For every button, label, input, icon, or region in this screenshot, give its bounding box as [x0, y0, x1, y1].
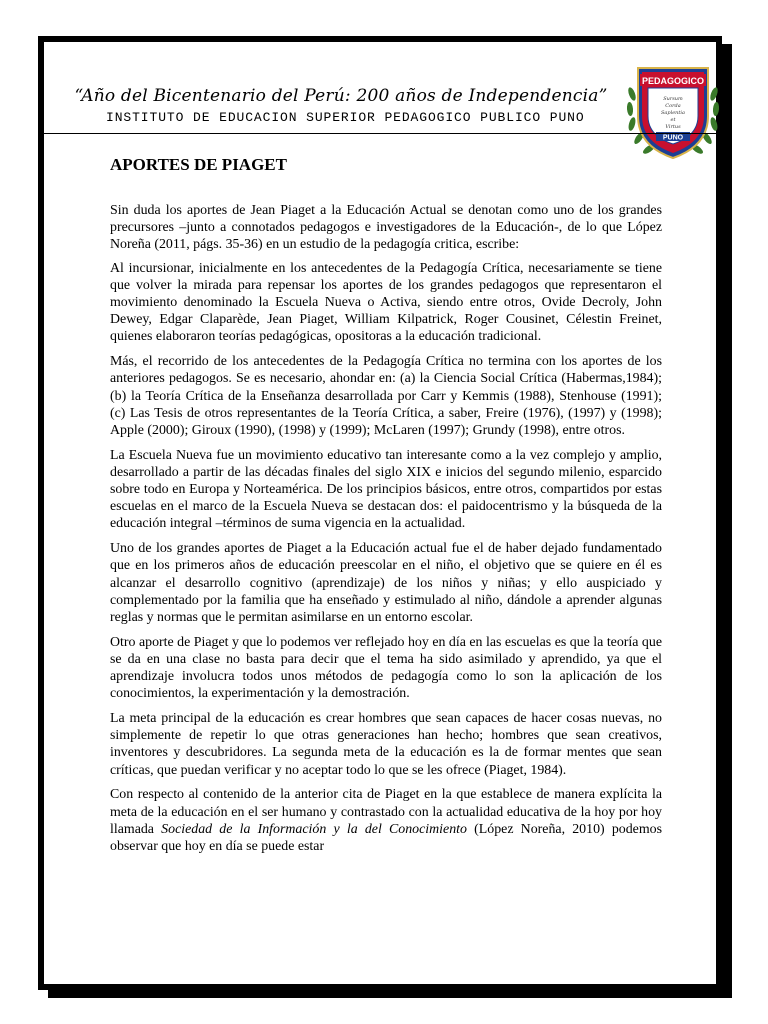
svg-text:et: et [670, 117, 676, 123]
institute-crest-logo [622, 54, 724, 166]
paragraph-last [110, 786, 662, 855]
paragraph: Al incursionar, inicialmente en los antecedentes de la Pedagogía Crítica, necesariamente se tiene que volver la mirada para repensar los aportes de los grandes pedagogos que representaron el movimiento denominado la Escuela Nueva o Activa, siendo entre otros, Ovide Decroly, John Dewey, Edgar Claparède, Jean Piaget, William Kilpatrick, Roger Cousinet, Célestin Freinet, quienes elaboraron teorías pedagógicas, opositoras a la educación tradicional. [110, 260, 662, 345]
paragraph: Más, el recorrido de los antecedentes de la Pedagogía Crítica no termina con los aportes de los anteriores pedagogos. Se es necesario, ahondar en: (a) la Ciencia Social Crítica (Habermas,1984); (b) la Teoría Crítica de la Enseñanza desarrollada por Carr y Kemmis (1988), Stenhouse (1991); (c) Las Tesis de otros representantes de la Teoría Crítica, a saber, Freire (1976), (1997) y (1998); Apple (2000); Giroux (1990), (1998) y (1999); McLaren (1997); Grundy (1998), entre otros. [110, 354, 662, 438]
svg-text:PUNO: PUNO [662, 134, 684, 142]
paragraph: La meta principal de la educación es crear hombres que sean capaces de hacer cosas nuevas, no simplemente de repetir lo que otras generaciones han hecho; hombres que sean creativos, inventores y descubridores. La segunda meta de la educación es la de formar mentes que sean críticas, que puedan verificar y no aceptar todo lo que se les ofrece (Piaget, 1984). [110, 710, 662, 778]
svg-text:Sursum: Sursum [663, 96, 683, 102]
paragraph: Sin duda los aportes de Jean Piaget a la Educación Actual se denotan como uno de los grandes precursores –junto a connotados pedagogos e investigadores de la Educación-, de lo que López Noreña (2011, págs. 35-36) en un estudio de la pedagogía critica, escribe: [110, 203, 662, 253]
header-motto: “Año del Bicentenario del Perú: 200 años de Independencia” [74, 86, 608, 106]
paragraph-text: (López Noreña, 2010) podemos observar que hoy en día se puede estar [110, 821, 663, 854]
svg-text:Virtus: Virtus [665, 124, 681, 130]
svg-text:Saplentia: Saplentia [661, 110, 685, 116]
document-title: APORTES DE PIAGET [110, 155, 287, 174]
paragraph: Otro aporte de Piaget y que lo podemos ver reflejado hoy en día en las escuelas es que la teoría que se da en una clase no basta para decir que el tema ha sido asimilado y aprendido, ya que el aprendizaje involucra todos unos métodos de pedagogía como lo son la aplicación de los conocimientos, la experimentación y la demostración. [110, 634, 662, 702]
header-divider [44, 133, 716, 134]
svg-text:PEDAGOGICO: PEDAGOGICO [641, 76, 705, 86]
italic-phrase: Sociedad de la Información y la del Conocimiento [161, 821, 467, 837]
institute-name: INSTITUTO DE EDUCACION SUPERIOR PEDAGOGICO PUBLICO PUNO [106, 110, 585, 125]
page-content [44, 42, 716, 984]
paragraph-text: Con respecto al contenido de la anterior cita de Piaget en la que establece de manera explícita la meta de la educación en el ser humano y contrastado con la actualidad educativa de la hoy por hoy llamada [110, 787, 662, 837]
svg-text:Corda: Corda [665, 103, 681, 109]
paragraph: Uno de los grandes aportes de Piaget a la Educación actual fue el de haber dejado fundamentado que en los primeros años de educación preescolar en el niño, el objetivo que se quiere en él es alcanzar el desarrollo cognitivo (aprendizaje) de los niños y niñas; y ello auspiciado y complementado por la familia que ha enseñado y estimulado al niño, dándole a aprender algunas reglas y normas que le permitan asimilarse en un entorno escolar. [110, 541, 662, 625]
document-page [38, 36, 722, 990]
document-body [110, 202, 662, 863]
paragraph: La Escuela Nueva fue un movimiento educativo tan interesante como a la vez complejo y amplio, desarrollado a partir de las décadas finales del siglo XIX e inicios del segundo milenio, esparcido sobre todo en Europa y Norteamérica. De los principios básicos, entre otros, compartidos por estas escuelas en el marco de la Escuela Nueva se destacan dos: el paidocentrismo y la búsqueda de la educación integral –términos de suma vigencia en la actualidad. [110, 447, 662, 532]
